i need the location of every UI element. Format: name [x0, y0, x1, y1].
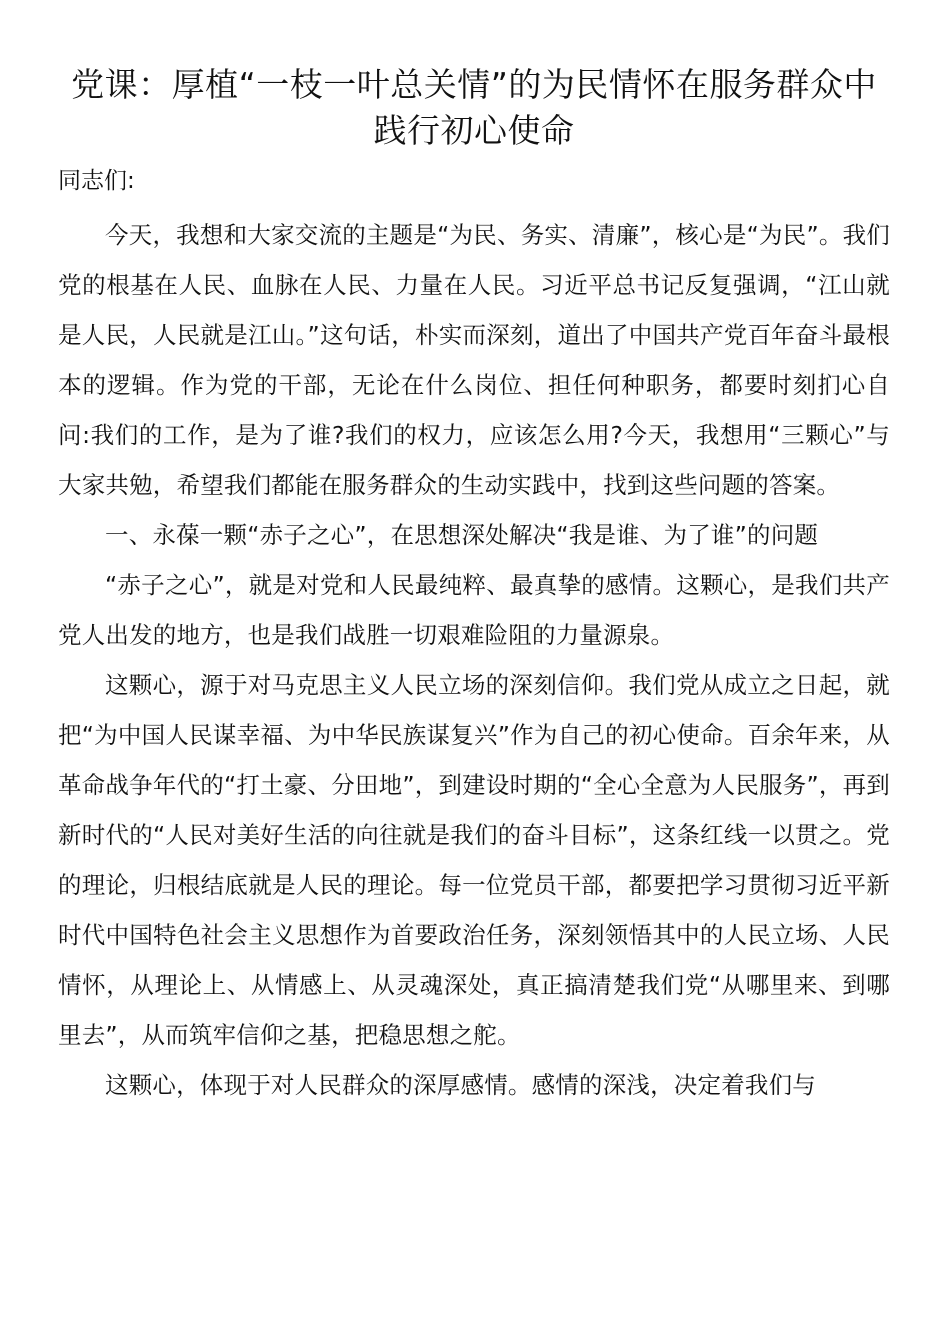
- section1-paragraph-3: 这颗心，体现于对人民群众的深厚感情。感情的深浅，决定着我们与: [105, 1071, 816, 1099]
- section-heading-1: 一、永葆一颗“赤子之心”，在思想深处解决“我是谁、为了谁”的问题: [105, 521, 819, 549]
- section1-paragraph-2: 这颗心，源于对马克思主义人民立场的深刻信仰。我们党从成立之日起，就把“为中国人民谋幸福、为中华民族谋复兴”作为自己的初心使命。百余年来，从革命战争年代的“打土豪、分田地”，到建设时期的“全心全意为人民服务”，再到新时代的“人民对美好生活的向往就是我们的奋斗目标”，这条红线一以贯之。党的理论，归根结底就是人民的理论。每一位党员干部，都要把学习贯彻习近平新时代中国特色社会主义思想作为首要政治任务，深刻领悟其中的人民立场、人民情怀，从理论上、从情感上、从灵魂深处，真正搞清楚我们党“从哪里来、到哪里去”，从而筑牢信仰之基，把稳思想之舵。: [58, 671, 890, 1049]
- intro-paragraph: 今天，我想和大家交流的主题是“为民、务实、清廉”，核心是“为民”。我们党的根基在人民、血脉在人民、力量在人民。习近平总书记反复强调，“江山就是人民，人民就是江山。”这句话，朴实而深刻，道出了中国共产党百年奋斗最根本的逻辑。作为党的干部，无论在什么岗位、担任何种职务，都要时刻扪心自问:我们的工作，是为了谁?我们的权力，应该怎么用?今天，我想用“三颗心”与大家共勉，希望我们都能在服务群众的生动实践中，找到这些问题的答案。: [58, 221, 890, 499]
- salutation: 同志们:: [58, 168, 135, 194]
- document-title: 党课：厚植“一枝一叶总关情”的为民情怀在服务群众中践行初心使命: [71, 65, 877, 150]
- section1-paragraph-1: “赤子之心”，就是对党和人民最纯粹、最真挚的感情。这颗心，是我们共产党人出发的地方，也是我们战胜一切艰难险阻的力量源泉。: [58, 571, 890, 649]
